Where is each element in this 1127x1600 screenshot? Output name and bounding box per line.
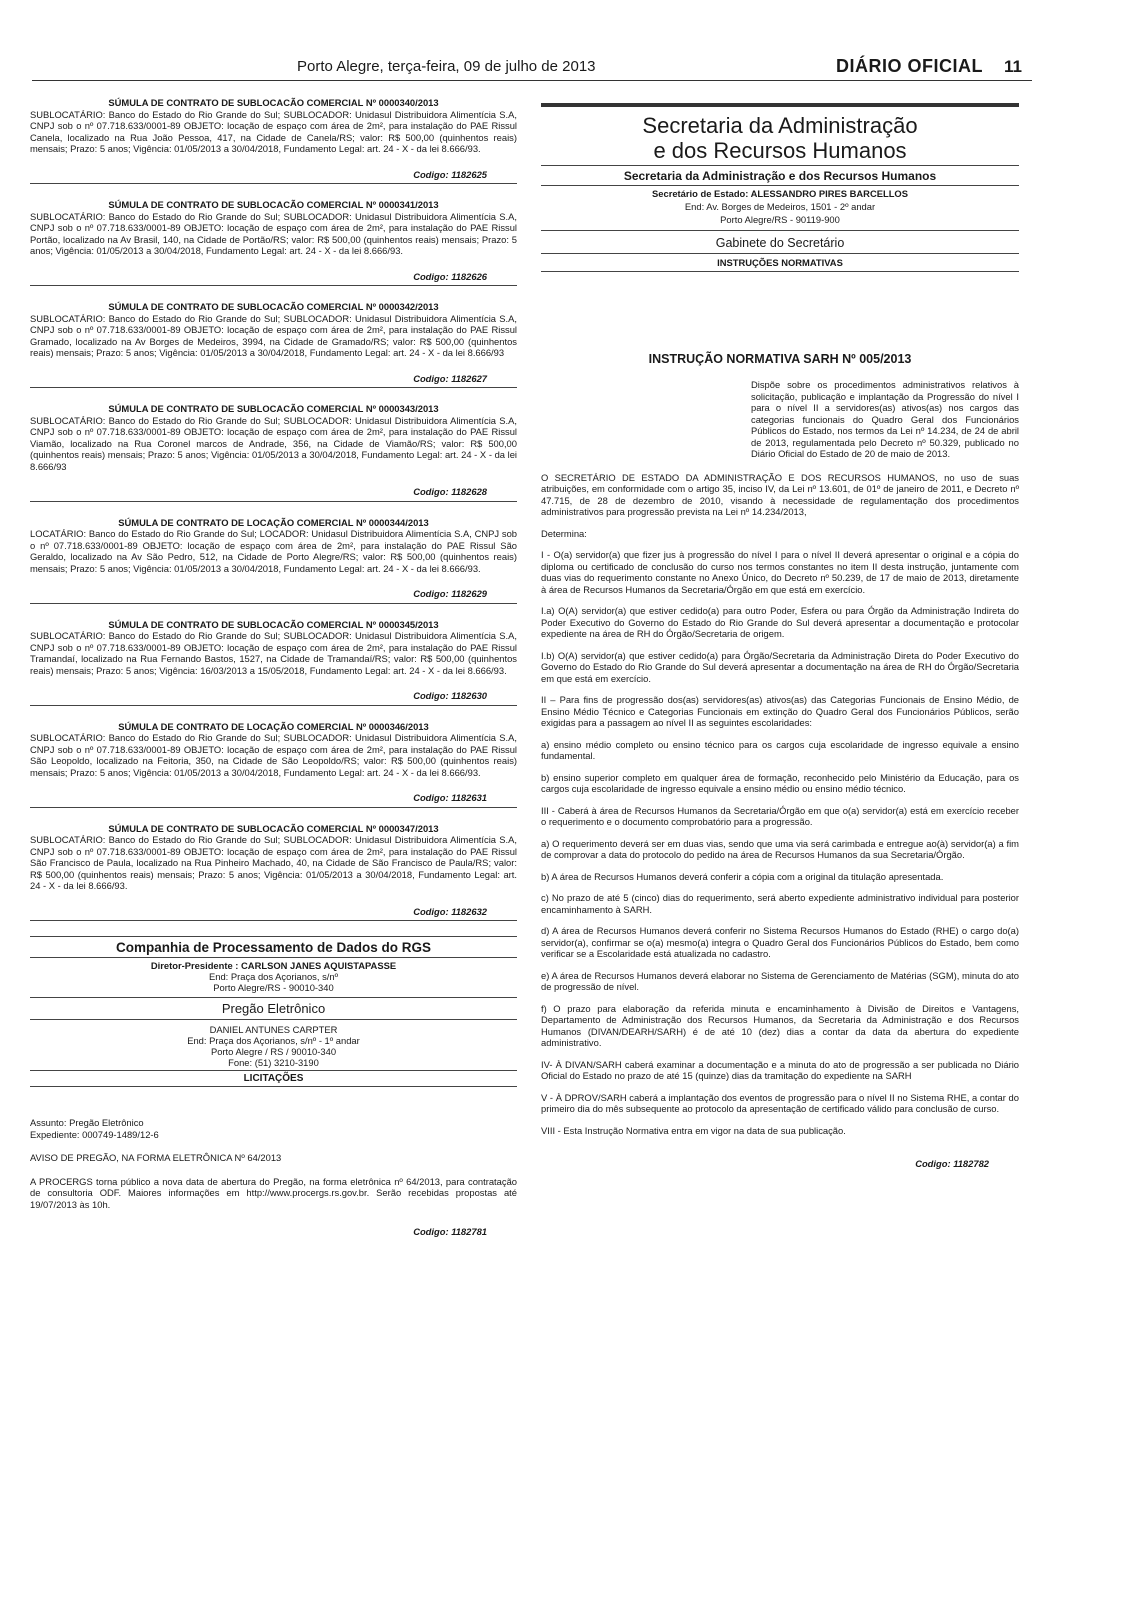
divider — [541, 230, 1019, 231]
contract-body: SUBLOCATÁRIO: Banco do Estado do Rio Grande do Sul; SUBLOCADOR: Unidasul Distribuidora Alimentícia S.A, CNPJ sob o nº 07.718.633/0001-89 OBJETO: locação de espaço com área de 2m², para instalação do PAE Rissul São Leopoldo, localizado na Feitoria, 350, na Cidade de São Leopoldo/RS; valor: R$ 500,00 (quinhentos reais) mensais; Prazo: 5 anos; Vigência: 01/05/2013 a 30/04/2018, Fundamento Legal: art. 24 - X - da lei 8.666/93. — [30, 732, 517, 778]
procergs-title: Companhia de Processamento de Dados do RGS — [115, 940, 432, 955]
secretaria-address1: End: Av. Borges de Medeiros, 1501 - 2º andar — [684, 201, 876, 212]
page-header — [32, 56, 1032, 82]
divider — [30, 501, 517, 502]
instruction-paragraph: f) O prazo para elaboração da referida minuta e encaminhamento à Divisão de Direitos e Vantagens, Departamento de Administração dos Recursos Humanos, da Secretaria da Administração e dos Recursos Humanos (DIVAN/DEARH/SARH) é de até 10 (dez) dias a contar da data da abertura do expediente administrativo. — [541, 1002, 1019, 1048]
instruction-title: INSTRUÇÃO NORMATIVA SARH Nº 005/2013 — [648, 352, 912, 366]
instruction-paragraph: III - Caberá à área de Recursos Humanos da Secretaria/Órgão em que o(a) servidor(a) está em exercício receber o requerimento e o documento comprobatório para a progressão. — [541, 804, 1019, 827]
contract-code: Codigo: 1182625 — [413, 168, 487, 180]
divider — [30, 603, 517, 604]
divider — [541, 271, 1019, 272]
pregao-address2: Porto Alegre / RS / 90010-340 — [210, 1046, 337, 1057]
contract-title: SÚMULA DE CONTRATO DE SUBLOCACÃO COMERCIAL Nº 0000341/2013 — [108, 199, 439, 210]
pregao-phone: Fone: (51) 3210-3190 — [228, 1057, 319, 1068]
header-date: Porto Alegre, terça-feira, 09 de julho de 2013 — [297, 58, 596, 75]
instruction-paragraph: b) ensino superior completo em qualquer área de formação, reconhecido pelo Ministério da Educação, para os cargos cuja escolaridade de ingresso equivale a ensino médio ou ensino médio técnico. — [541, 771, 1019, 794]
pregao-person: DANIEL ANTUNES CARPTER — [209, 1024, 338, 1035]
contract-code: Codigo: 1182632 — [413, 905, 487, 917]
secretaria-title — [541, 113, 1019, 163]
contract-body: SUBLOCATÁRIO: Banco do Estado do Rio Grande do Sul; SUBLOCADOR: Unidasul Distribuidora Alimentícia S.A, CNPJ sob o nº 07.718.633/0001-89 OBJETO: locação de espaço com área de 2m², para instalação do PAE Rissul São Francisco de Paula, localizado na Rua Pinheiro Machado, 40, na Cidade de São Francisco de Paula/RS; valor: R$ 500,00 (quinhentos reais) mensais; Prazo: 5 anos; Vigência: 01/05/2013 a 30/04/2018, Fundamento Legal: art. 24 - X - da lei 8.666/93. — [30, 834, 517, 891]
instruction-paragraph: V - À DPROV/SARH caberá a implantação dos eventos de progressão para o nível II no Sistema RHE, a contar do primeiro dia do mês subsequente ao protocolo da apresentação de certificado válido para conclusão de curso. — [541, 1091, 1019, 1114]
secretaria-title-line1: Secretaria da Administração — [642, 113, 918, 138]
contract-code: Codigo: 1182626 — [413, 270, 487, 282]
contract-code: Codigo: 1182627 — [413, 372, 487, 384]
instruction-paragraph: IV- À DIVAN/SARH caberá examinar a documentação e a minuta do ato de progressão a ser publicada no Diário Oficial do Estado no prazo de até 15 (quinze) dias da tramitação do expediente na SARH — [541, 1058, 1019, 1081]
contract-title: SÚMULA DE CONTRATO DE LOCAÇÃO COMERCIAL Nº 0000344/2013 — [118, 516, 429, 528]
instruction-paragraph: O SECRETÁRIO DE ESTADO DA ADMINISTRAÇÃO E DOS RECURSOS HUMANOS, no uso de suas atribuições, em conformidade com o artigo 35, inciso IV, da Lei nº 13.601, de 01º de janeiro de 2011, e Decreto nº 47.715, de 28 de dezembro de 2010, visando à necessidade de regulamentação dos procedimentos administrativos para progressão prevista na Lei nº 14.234/2013, — [541, 471, 1019, 517]
cabinet-heading: Gabinete do Secretário — [715, 236, 845, 250]
contract-summary — [30, 97, 517, 184]
divider — [541, 185, 1019, 186]
page-number: 11 — [1004, 57, 1022, 76]
procergs-section — [30, 936, 517, 1087]
instruction-paragraph: a) ensino médio completo ou ensino técnico para os cargos cuja escolaridade de ingresso equivale a ensino fundamental. — [541, 738, 1019, 761]
instruction-body — [541, 472, 1019, 1137]
instruction-paragraph: d) A área de Recursos Humanos deverá conferir no Sistema Recursos Humanos do Estado (RHE) o cargo do(a) servidor(a), confirmar se o(a) mesmo(a) integra o Quadro Geral dos Funcionários Públicos do Estado, bem como verificar se a Escolaridade está atualizada no cadastro. — [541, 925, 1019, 959]
section-heading: INSTRUÇÕES NORMATIVAS — [717, 257, 843, 268]
contract-body: SUBLOCATÁRIO: Banco do Estado do Rio Grande do Sul; SUBLOCADOR: Unidasul Distribuidora Alimentícia S.A, CNPJ sob o nº 07.718.633/0001-89 OBJETO: locação de espaço com área de 2m², para instalação do PAE Rissul Gramado, localizado na Av Borges de Medeiros, 3994, na Cidade de Gramado/RS; valor: R$ 500,00 (quinhentos reais) mensais; Prazo: 5 anos; Vigência: 01/05/2013 a 30/04/2018, Fundamento Legal: art. 24 - X - da lei 8.666/93 — [30, 312, 517, 358]
contract-summary — [30, 721, 517, 808]
secretaria-top-bar — [541, 103, 1019, 107]
instruction-ementa: Dispõe sobre os procedimentos administrativos relativos à solicitação, publicação e implantação da Progressão do nível I para o nível II a servidores(as) ativos(as) nos cargos das categorias funcionais do Quadro Geral dos Funcionários Públicos do Estado, nos termos da Lei nº 14.234, de 24 de abril de 2013, regulamentada pelo Decreto nº 50.329, publicado no Diário Oficial do Estado de 20 de maio de 2013. — [751, 379, 1019, 459]
contract-body: SUBLOCATÁRIO: Banco do Estado do Rio Grande do Sul; SUBLOCADOR: Unidasul Distribuidora Alimentícia S.A, CNPJ sob o nº 07.718.633/0001-89 OBJETO: locação de espaço com área de 2m², para instalação do PAE Rissul Canela, localizado na Rua João Pessoa, 417, na Cidade de Canela/RS; valor: R$ 500,00 (quinhentos reais) mensais; Prazo: 5 anos; Vigência: 01/05/2013 a 30/04/2018, Fundamento Legal: art. 24 - X - da lei 8.666/93. — [30, 108, 517, 154]
divider — [30, 920, 517, 921]
procergs-director: Diretor-Presidente : CARLSON JANES AQUISTAPASSE — [150, 960, 397, 971]
contract-code: Codigo: 1182628 — [413, 486, 487, 497]
instruction-paragraph: II – Para fins de progressão dos(as) servidores(as) ativos(as) das Categorias Funcionais de Ensino Médio, de Ensino Médio Técnico e Categorias Funcionais em extinção do Quadro Geral dos Funcionários Públicos, serão exigidas para a passagem ao nível II as seguintes escolaridades: — [541, 694, 1019, 728]
contract-code: Codigo: 1182630 — [413, 690, 487, 701]
contract-summary — [30, 619, 517, 706]
journal-title: DIÁRIO OFICIAL — [836, 56, 983, 76]
header-rule — [32, 80, 1032, 81]
contract-code: Codigo: 1182629 — [413, 588, 487, 599]
divider — [30, 1086, 517, 1087]
pregao-code: Codigo: 1182781 — [413, 1226, 487, 1237]
pregao-aviso: AVISO DE PREGÃO, NA FORMA ELETRÔNICA Nº 64/2013 — [30, 1152, 282, 1163]
pregao-assunto: Assunto: Pregão Eletrônico — [30, 1117, 144, 1128]
instruction-paragraph: Determina: — [541, 527, 587, 539]
divider — [30, 183, 517, 184]
contract-title: SÚMULA DE CONTRATO DE SUBLOCACÃO COMERCIAL Nº 0000343/2013 — [108, 403, 439, 414]
contract-summary — [30, 301, 517, 388]
instruction-paragraph: e) A área de Recursos Humanos deverá elaborar no Sistema de Gerenciamento de Matérias (SGM), minuta do ato de progressão de nível. — [541, 969, 1019, 992]
contract-title: SÚMULA DE CONTRATO DE SUBLOCACÃO COMERCIAL Nº 0000347/2013 — [108, 822, 439, 834]
divider — [30, 1019, 517, 1020]
secretaria-title-line2: e dos Recursos Humanos — [653, 138, 907, 163]
divider — [30, 285, 517, 286]
pregao-title: Pregão Eletrônico — [221, 1001, 326, 1016]
divider — [541, 253, 1019, 254]
instruction-paragraph: I - O(a) servidor(a) que fizer jus à progressão do nível I para o nível II deverá apresentar o original e a cópia do diploma ou certificado de conclusão do curso nos termos constantes no item II desta instrução, juntamente com duas vias do requerimento constante no Anexo Único, do Decreto nº 50.239, de 17 de maio de 2013, diretamente à área de Recursos Humanos da Secretaria/Órgão em que está em exercício. — [541, 549, 1019, 595]
contract-title: SÚMULA DE CONTRATO DE LOCAÇÃO COMERCIAL Nº 0000346/2013 — [118, 720, 429, 732]
right-column — [541, 103, 1019, 1169]
pregao-aviso-body: A PROCERGS torna público a nova data de abertura do Pregão, na forma eletrônica nº 64/2013, para contratação de consultoria ODF. Maiores informações em http://www.procergs.rs.gov.br. Serão recebidas propostas até 19/07/2013 às 10h. — [30, 1175, 517, 1210]
pregao-address1: End: Praça dos Açorianos, s/nº - 1º andar — [187, 1035, 360, 1046]
divider — [30, 997, 517, 998]
instruction-paragraph: I.b) O(A) servidor(a) que estiver cedido(a) para Órgão/Secretaria da Administração Direta do Poder Executivo do Governo do Estado do Rio Grande do Sul deverá apresentar a documentação na área de RH do Órgão/Secretaria em que está em exercício. — [541, 649, 1019, 684]
procergs-address2: Porto Alegre/RS - 90010-340 — [213, 982, 334, 993]
instruction-paragraph: c) No prazo de até 5 (cinco) dias do requerimento, será aberto expediente administrativo individual para posterior encaminhamento à SARH. — [541, 892, 1019, 915]
contract-code: Codigo: 1182631 — [413, 792, 487, 803]
instruction-paragraph: a) O requerimento deverá ser em duas vias, sendo que uma via será carimbada e entregue ao(à) servidor(a) a fim de comprovar a data do protocolo do pedido na área de Recursos Humanos da sua Secretaria/Órgão. — [541, 837, 1019, 860]
secretary-name: Secretário de Estado: ALESSANDRO PIRES BARCELLOS — [652, 188, 908, 199]
instruction-paragraph: VIII - Esta Instrução Normativa entra em vigor na data de sua publicação. — [541, 1124, 846, 1136]
contract-body: LOCATÁRIO: Banco do Estado do Rio Grande do Sul; LOCADOR: Unidasul Distribuidora Alimentícia S.A, CNPJ sob o nº 07.718.633/0001-89 OBJETO: locação de espaço com área de 2m², para instalação do PAE Rissul São Geraldo, localizado na Av São Pedro, 512, na Cidade de Porto Alegre/RS; valor: R$ 500,00 (quinhentos reais) mensais; Prazo: 5 anos; Vigência: 01/05/2013 a 30/04/2018, Fundamento Legal: art. 24 - X - da lei 8.666/93. — [30, 528, 517, 574]
contract-summary — [30, 199, 517, 286]
divider — [30, 957, 517, 958]
contract-body: SUBLOCATÁRIO: Banco do Estado do Rio Grande do Sul; SUBLOCADOR: Unidasul Distribuidora Alimentícia S.A, CNPJ sob o nº 07.718.633/0001-89 OBJETO: locação de espaço com área de 2m², para instalação do PAE Rissul Viamão, localizado na Rua Coronel marcos de Andrade, 356, na Cidade de Viamão/RS; valor: R$ 500,00 (quinhentos reais) mensais; Prazo: 5 anos; Vigência: 01/05/2013 a 30/04/2018, Fundamento Legal: art. 24 - X - da lei 8.666/93 — [30, 414, 517, 472]
contract-title: SÚMULA DE CONTRATO DE SUBLOCACÃO COMERCIAL Nº 0000340/2013 — [108, 97, 439, 108]
procergs-address1: End: Praça dos Açorianos, s/nº — [208, 971, 338, 982]
divider — [541, 165, 1019, 166]
divider — [30, 705, 517, 706]
licitacoes-heading: LICITAÇÕES — [243, 1073, 304, 1084]
left-column — [30, 97, 517, 1238]
contract-title: SÚMULA DE CONTRATO DE SUBLOCACÃO COMERCIAL Nº 0000345/2013 — [108, 618, 439, 630]
pregao-notice — [30, 1117, 517, 1238]
instruction-code: Codigo: 1182782 — [915, 1158, 989, 1169]
instruction-paragraph: I.a) O(A) servidor(a) que estiver cedido(a) para outro Poder, Esfera ou para Órgão da Administração Indireta do Poder Executivo do Governo do Estado do Rio Grande do Sul deverá apresentar a documentação e protocolar expediente na área de RH do Órgão/Secretaria de origem. — [541, 605, 1019, 639]
pregao-expediente: Expediente: 000749-1489/12-6 — [30, 1128, 159, 1140]
contract-list — [30, 97, 517, 921]
divider — [30, 387, 517, 388]
divider — [30, 1070, 517, 1071]
contract-body: SUBLOCATÁRIO: Banco do Estado do Rio Grande do Sul; SUBLOCADOR: Unidasul Distribuidora Alimentícia S.A, CNPJ sob o nº 07.718.633/0001-89 OBJETO: locação de espaço com área de 2m², para instalação do PAE Rissul Tramandaí, localizado na Rua Fernando Bastos, 1527, na Cidade de Tramandaí/RS; valor: R$ 500,00 (quinhentos reais) mensais; Prazo: 5 anos; Vigência: 16/03/2013 a 15/05/2018, Fundamento Legal: art. 24 - X - da lei 8.666/93. — [30, 630, 517, 676]
contract-body: SUBLOCATÁRIO: Banco do Estado do Rio Grande do Sul; SUBLOCADOR: Unidasul Distribuidora Alimentícia S.A, CNPJ sob o nº 07.718.633/0001-89 OBJETO: locação de espaço com área de 2m², para instalação do PAE Rissul Portão, localizado na Av Brasil, 140, na Cidade de Portão/RS; valor: R$ 500,00 (quinhentos reais) mensais; Prazo: 5 anos; Vigência: 01/05/2013 a 30/04/2018, Fundamento Legal: art. 24 - X - da lei 8.666/93. — [30, 210, 517, 256]
contract-summary — [30, 517, 517, 604]
divider — [30, 807, 517, 808]
contract-summary — [30, 823, 517, 922]
secretaria-subtitle: Secretaria da Administração e dos Recursos Humanos — [623, 169, 937, 183]
contract-title: SÚMULA DE CONTRATO DE SUBLOCACÃO COMERCIAL Nº 0000342/2013 — [108, 301, 439, 312]
instruction-paragraph: b) A área de Recursos Humanos deverá conferir a cópia com a original da titulação apresentada. — [541, 870, 944, 882]
secretaria-address2: Porto Alegre/RS - 90119-900 — [720, 214, 840, 225]
contract-summary — [30, 403, 517, 502]
